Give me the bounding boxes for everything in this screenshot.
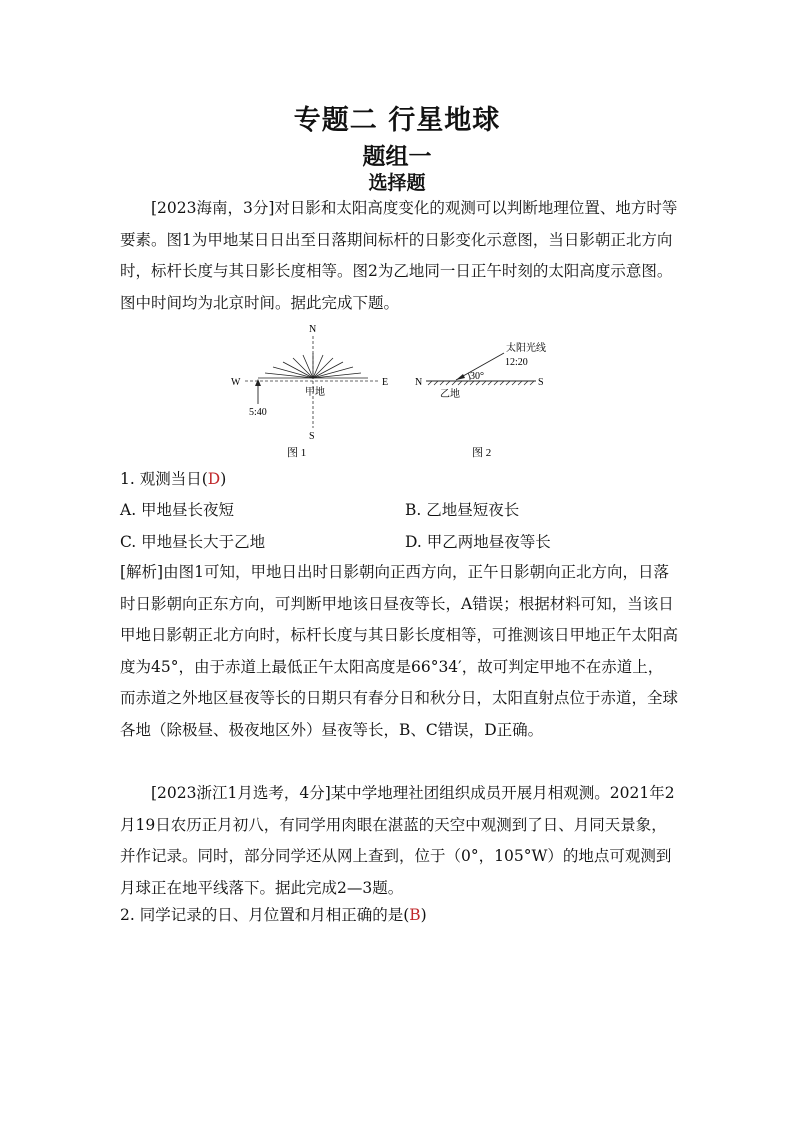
page-title: 专题二 行星地球 xyxy=(293,105,501,136)
option-a: A. 甲地昼长夜短 xyxy=(120,501,235,519)
question-1-answer: D xyxy=(207,470,221,488)
arrow-head xyxy=(255,379,261,386)
section-title: 选择题 xyxy=(368,172,426,194)
intro-paragraph-2 xyxy=(120,778,678,904)
intro-text: 对日影和太阳高度变化的观测可以判断地理位置、地方时等要素。图1为甲地某日日出至日落期间标杆的日影变化示意图，当日影朝正北方向时，标杆长度与其日影长度相等。图2为乙地同一日正午时刻的太阳高度示意图。图中时间均为北京时间。据此完成下题。 xyxy=(120,199,678,312)
angle-label: 30° xyxy=(470,371,484,382)
shadow-lines xyxy=(258,353,368,378)
place-label: 甲地 xyxy=(305,387,325,398)
light-label: 太阳光线 xyxy=(506,343,546,354)
source-tag: [2023浙江1月选考，4分] xyxy=(151,784,331,802)
source-tag: [2023海南，3分] xyxy=(151,199,275,217)
option-c: C. 甲地昼长大于乙地 xyxy=(120,533,266,551)
intro-text: 某中学地理社团组织成员开展月相观测。2021年2月19日农历正月初八，有同学用肉眼在湛蓝的天空中观测到了日、月同天景象，并作记录。同时，部分同学还从网上查到，位于（0°，105°W）的地点可观测到月球正在地平线落下。据此完成2—3题。 xyxy=(120,784,675,897)
option-b: B. 乙地昼短夜长 xyxy=(405,501,520,519)
figure-1-shadow-diagram xyxy=(225,320,395,460)
south-label: S xyxy=(309,431,315,442)
west-label: W xyxy=(231,377,241,388)
figure-caption: 图 2 xyxy=(472,447,492,459)
south-label: S xyxy=(538,377,544,388)
analysis-paragraph: [解析]由图1可知，甲地日出时日影朝向正西方向，正午日影朝向正北方向，日落时日影朝向正东方向，可判断甲地该日昼夜等长，A错误；根据材料可知，当该日甲地日影朝正北方向时，标杆长度与其日影长度相等，可推测该日甲地正午太阳高度为45°，由于赤道上最低正午太阳高度是66°34′，故可判定甲地不在赤道上，而赤道之外地区昼夜等长的日期只有春分日和秋分日，太阳直射点位于赤道，全球各地（除极昼、极夜地区外）昼夜等长，B、C错误，D正确。 xyxy=(120,563,679,739)
north-label: N xyxy=(309,324,317,335)
arrow-head xyxy=(456,374,465,380)
time-label: 12:20 xyxy=(505,357,528,368)
figure-2-sun-altitude-diagram xyxy=(410,335,560,460)
group-title: 题组一 xyxy=(362,144,432,170)
time-label: 5:40 xyxy=(249,407,267,418)
north-label: N xyxy=(415,377,423,388)
option-d: D. 甲乙两地昼夜等长 xyxy=(405,533,551,551)
place-label: 乙地 xyxy=(440,389,460,400)
question-2-stem: 2. 同学记录的日、月位置和月相正确的是(B) xyxy=(120,906,427,924)
question-1-stem: 1. 观测当日(D) xyxy=(120,470,227,488)
east-label: E xyxy=(382,377,389,388)
question-2-answer: B xyxy=(409,906,421,924)
intro-paragraph-1 xyxy=(120,193,678,319)
figure-caption: 图 1 xyxy=(287,447,307,459)
